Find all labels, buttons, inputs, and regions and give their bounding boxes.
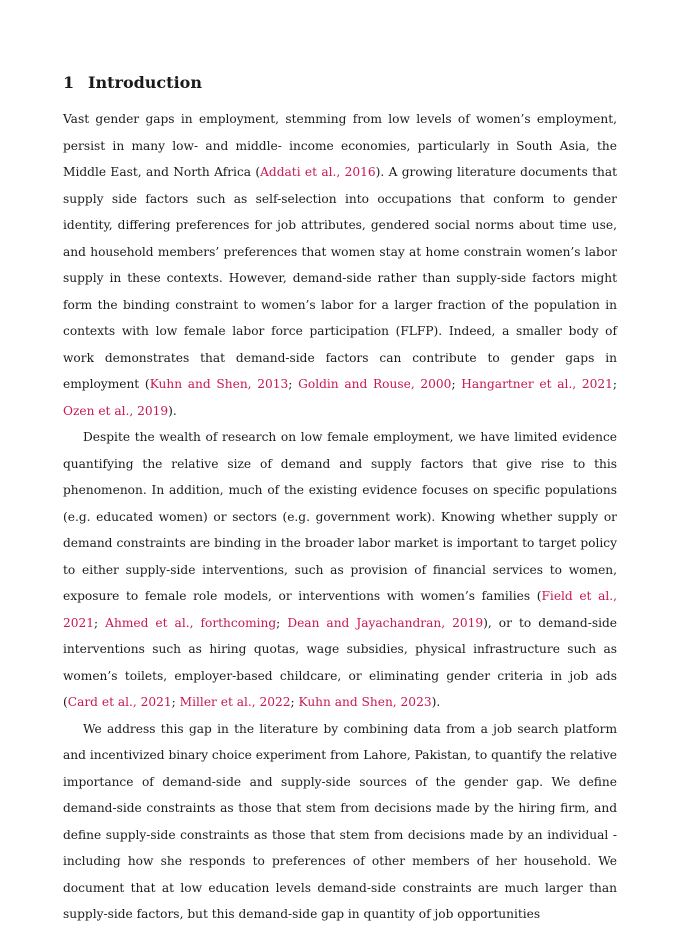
paragraph-1 — [63, 106, 617, 424]
citation-link[interactable]: Field et al., 2021 — [63, 589, 617, 630]
citation-link[interactable]: Kuhn and Shen, 2013 — [149, 377, 289, 391]
paragraph-text: ; — [171, 695, 180, 709]
paragraph-text: ; — [612, 377, 617, 391]
citation-link[interactable]: Kuhn and Shen, 2023 — [298, 695, 432, 709]
paragraph-text: ; — [94, 615, 106, 630]
paragraph-text: ). — [168, 403, 177, 418]
citation-link[interactable]: Addati et al., 2016 — [260, 165, 376, 179]
paragraph-text: Vast gender gaps in employment, stemming from low levels of women’s employment, persist in many low- and middle- income economies, particularly in South Asia, the Middle East, and North Africa ( — [63, 112, 617, 179]
paragraph-text: ; — [290, 695, 299, 709]
citation-link[interactable]: Card et al., 2021 — [67, 695, 172, 709]
section-title: Introduction — [88, 73, 202, 92]
citation-link[interactable]: Goldin and Rouse, 2000 — [298, 377, 452, 391]
section-heading — [63, 70, 617, 96]
paragraph-text: ). A growing literature documents that supply side factors such as self-selection into occupations that conform to gender identity, differing preferences for job attributes, gendered social norms about time use, and household members’ preferences that women stay at home constrain women’s labor supply in these contexts. However, demand-side rather than supply-side factors might form the binding constraint to women’s labor for a larger fraction of the population in contexts with low female labor force participation (FLFP). Indeed, a smaller body of work demonstrates that demand-side factors can contribute to gender gaps in employment ( — [63, 165, 617, 391]
citation-link[interactable]: Hangartner et al., 2021 — [461, 377, 613, 391]
citation-link[interactable]: Ahmed et al., forthcoming — [105, 615, 277, 630]
section-number: 1 — [63, 73, 75, 92]
citation-link[interactable]: Dean and Jayachandran, 2019 — [287, 615, 484, 630]
paper-page — [63, 70, 617, 928]
paragraph-text: Despite the wealth of research on low female employment, we have limited evidence quantifying the relative size of demand and supply factors that give rise to this phenomenon. In addition, much of the existing evidence focuses on specific populations (e.g. educated women) or sectors (e.g. government work). Knowing whether supply or demand constraints are binding in the broader labor market is important to target policy to either supply-side interventions, such as provision of financial services to women, exposure to female role models, or interventions with women’s families ( — [63, 430, 617, 603]
paragraph-text: We address this gap in the literature by combining data from a job search platform and incentivized binary choice experiment from Lahore, Pakistan, to quantify the relative importance of demand-side and supply-side sources of the gender gap. We define demand-side constraints as those that stem from decisions made by the hiring firm, and define supply-side constraints as those that stem from decisions made by an individual - including how she responds to preferences of other members of her household. We document that at low education levels demand-side constraints are much larger than supply-side factors, but this demand-side gap in quantity of job opportunities — [63, 721, 617, 921]
paragraph-text: ; — [451, 377, 462, 391]
paragraph-text: ). — [431, 695, 441, 709]
paragraph-text: ; — [276, 615, 288, 630]
paragraph-text: ), or to demand-side interventions such as hiring quotas, wage subsidies, physical infrastructure such as women’s toilets, employer-based childcare, or eliminating gender criteria in job ads ( — [63, 615, 617, 709]
citation-link[interactable]: Ozen et al., 2019 — [63, 403, 169, 418]
paragraph-text: ; — [288, 377, 299, 391]
citation-link[interactable]: Miller et al., 2022 — [179, 695, 291, 709]
paragraph-3 — [63, 716, 617, 928]
paragraph-2 — [63, 424, 617, 716]
